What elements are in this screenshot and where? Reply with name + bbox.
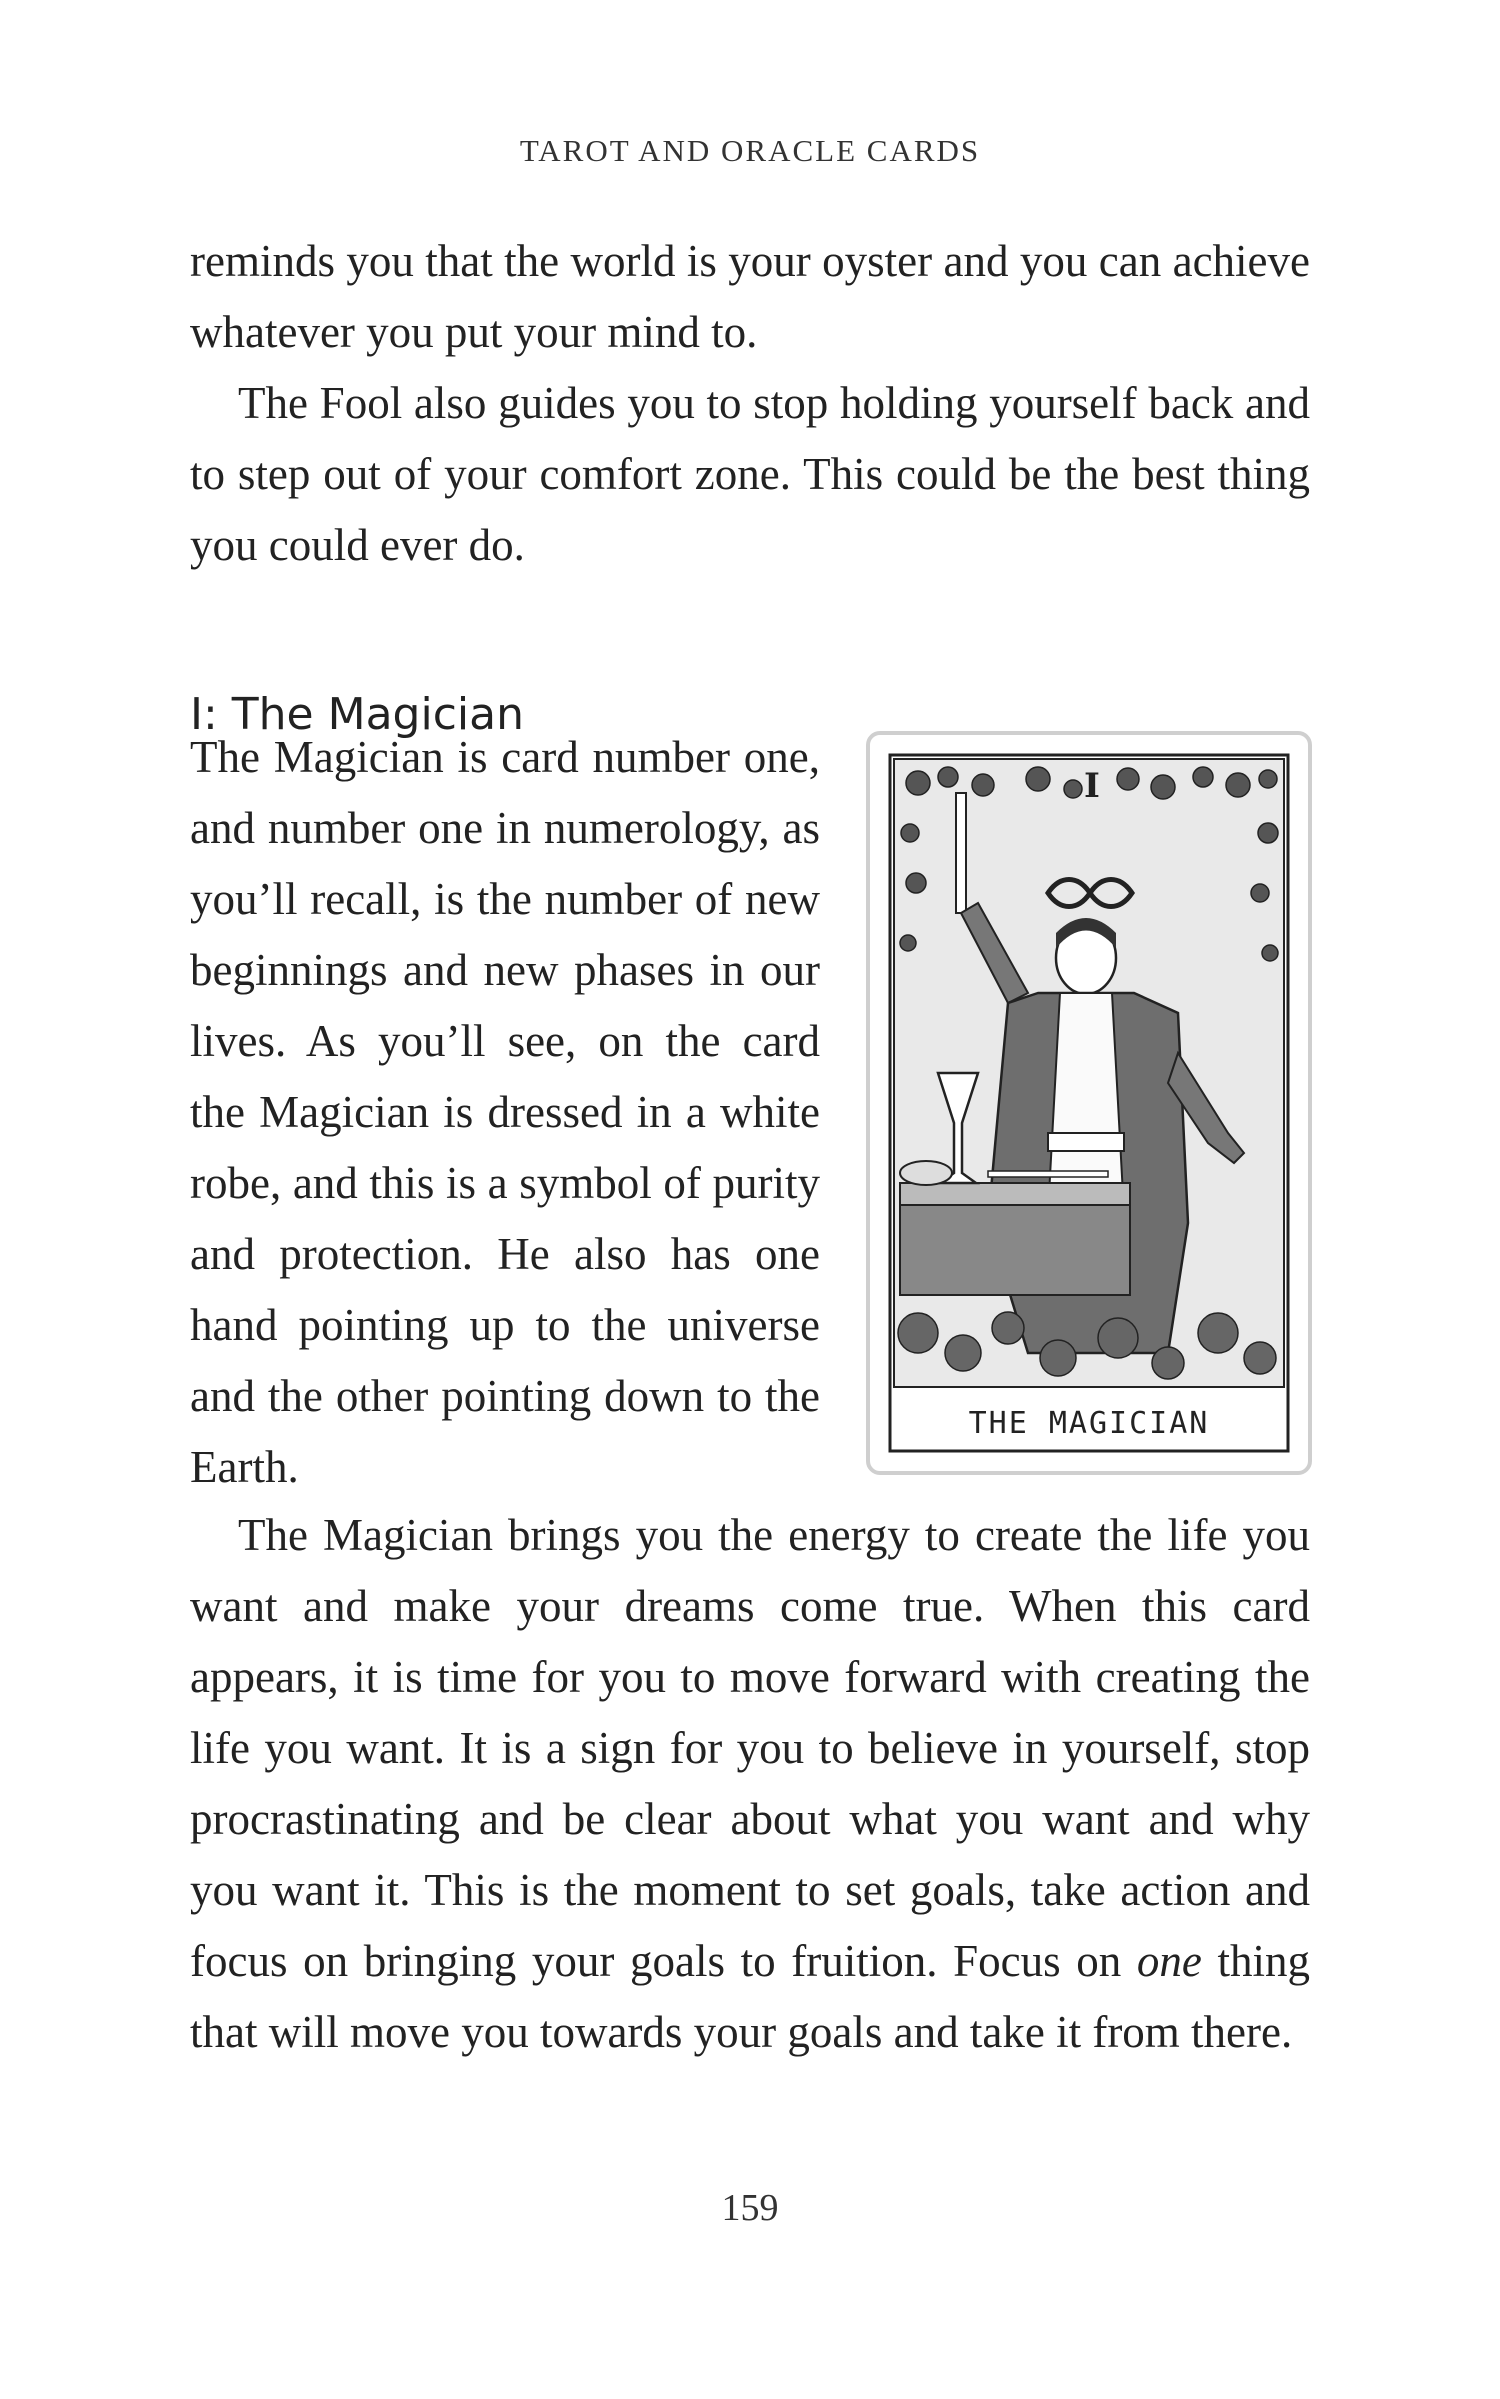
paragraph-text: The Magician is card number one, and number one in numerology, as you’ll recall, is the number of new beginnings and new phases in our lives. As you’ll see, on the card the Magician is dressed in a white robe, and this is a symbol of purity and protection. He also has one hand pointing up to the universe and the other pointing down to the Earth. [190,732,820,1492]
paragraph-fool [190,368,1310,581]
card-numeral: I [1084,766,1100,806]
paragraph-text: The Fool also guides you to stop holding yourself back and to step out of your comfort zone. This could be the best thing you could ever do. [190,378,1310,570]
page-number: 159 [721,2187,779,2229]
paragraph-text: reminds you that the world is your oyster and you can achieve whatever you put your mind to. [190,236,1310,357]
paragraph-text [190,1500,1310,2068]
paragraph-text-part: The Magician brings you the energy to create the life you want and make your dreams come true. When this card appears, it is time for you to move forward with creating the life you want. It is a sign for you to believe in yourself, stop procrastinating and be clear about what you want and why you want it. This is the moment to set goals, take action and focus on bringing your goals to fruition. Focus on [190,1510,1310,1986]
card-caption: THE MAGICIAN [968,1406,1210,1441]
paragraph-continuation [190,226,1310,368]
tarot-card-image [866,731,1312,1475]
magician-card-illustration [888,753,1290,1453]
paragraph-magician-energy [190,1500,1310,2068]
paragraph-magician-intro [190,722,820,1503]
paragraph-text-part: thing that will move you towards your goals and take it from there. [190,1936,1310,2057]
running-head: TAROT AND ORACLE CARDS [519,133,981,168]
emphasis-text: one [1136,1936,1202,1986]
section-heading: I: The Magician [190,688,524,740]
